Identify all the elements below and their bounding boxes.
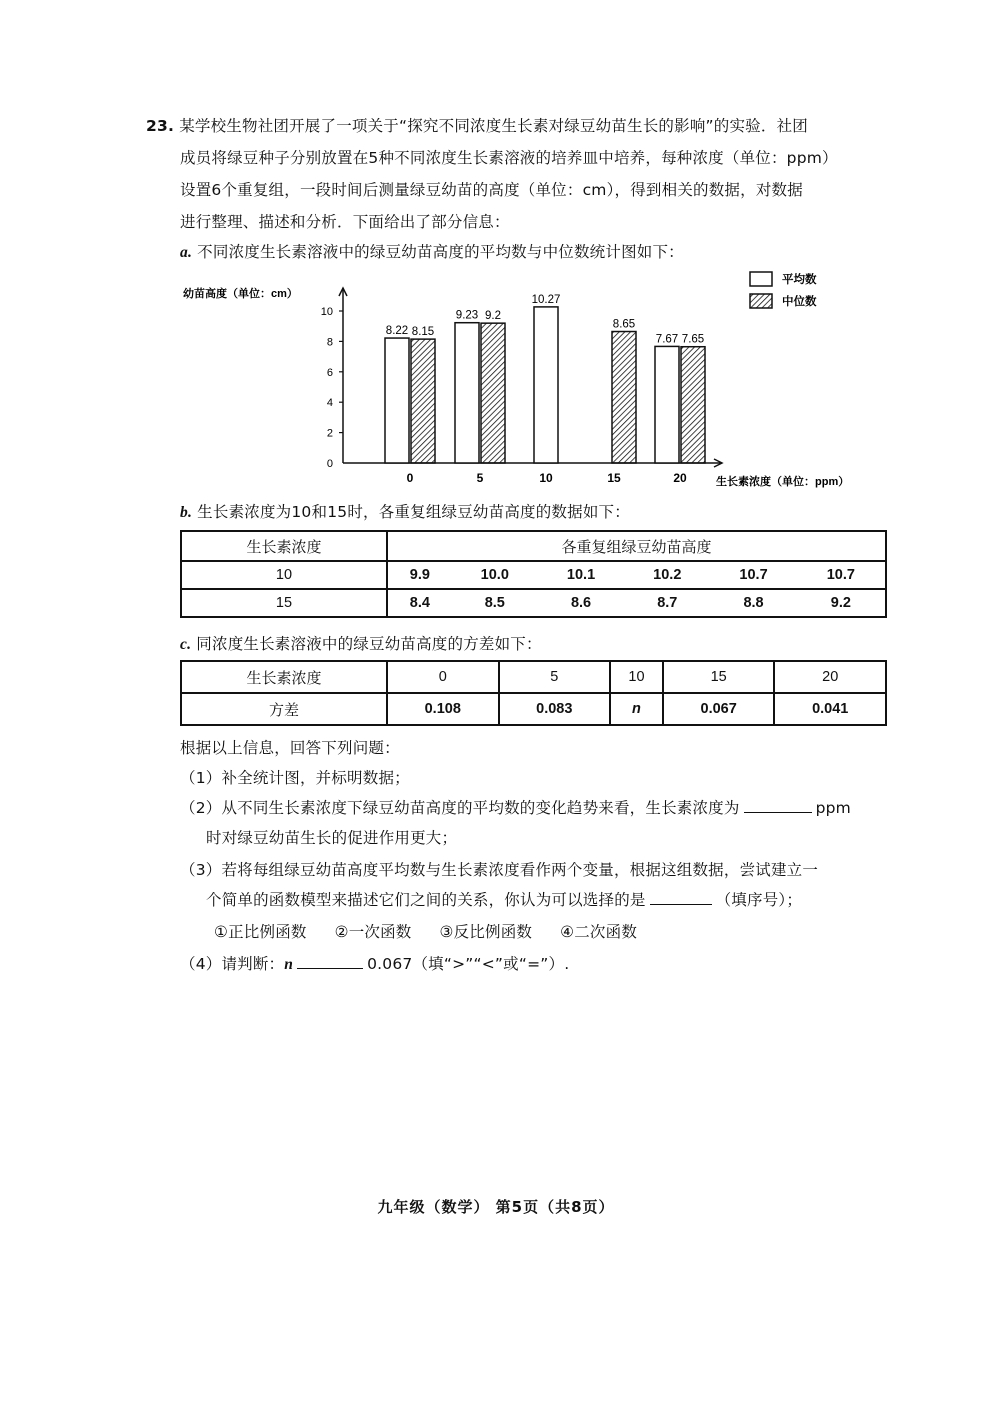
table-cell: 20	[774, 661, 886, 693]
table-cell: 5	[499, 661, 611, 693]
table-b	[180, 530, 887, 618]
table-cell: 10.7	[797, 561, 886, 589]
table-cell: 0.083	[499, 693, 611, 725]
median-bar	[481, 323, 505, 463]
mean-bar	[455, 323, 479, 463]
y-tick-label: 0	[326, 458, 333, 470]
subquestion-4: （4）请判断：n 0.067（填“>”“<”或“=”）.	[180, 955, 570, 973]
subquestion-1: （1）补全统计图，并标明数据；	[180, 769, 410, 787]
data-label: 9.2	[485, 310, 501, 323]
table-cell: 15	[663, 661, 775, 693]
x-tick-label: 20	[673, 471, 687, 485]
table-cell: 8.5	[452, 589, 538, 617]
table-c-row-label: 方差	[181, 693, 387, 725]
table-cell: 0.041	[774, 693, 886, 725]
y-tick-label: 6	[326, 366, 333, 379]
y-tick-label: 4	[326, 397, 333, 410]
table-cell: 10.0	[452, 561, 538, 589]
intro-line-2: 成员将绿豆种子分别放置在5种不同浓度生长素溶液的培养皿中培养，每种浓度（单位：ppm）	[180, 149, 838, 167]
intro-line-4: 进行整理、描述和分析．下面给出了部分信息：	[180, 213, 510, 231]
subquestion-2: （2）从不同生长素浓度下绿豆幼苗高度的平均数的变化趋势来看，生长素浓度为 ppm	[180, 799, 851, 817]
subquestion-3-options: ①正比例函数 ②一次函数 ③反比例函数 ④二次函数	[214, 923, 638, 941]
table-cell: 8.6	[538, 589, 624, 617]
part-a-text: a. 不同浓度生长素溶液中的绿豆幼苗高度的平均数与中位数统计图如下：	[180, 243, 684, 261]
median-bar	[411, 339, 435, 463]
table-cell: 10.7	[710, 561, 796, 589]
data-label: 9.23	[455, 309, 479, 322]
intro-line-1: 23. 某学校生物社团开展了一项关于“探究不同浓度生长素对绿豆幼苗生长的影响”的实验．社团	[146, 117, 808, 135]
table-cell: 8.8	[710, 589, 796, 617]
table-row	[181, 589, 886, 617]
table-cell: 8.4	[387, 589, 452, 617]
y-tick-label: 10	[320, 306, 333, 318]
legend-swatch	[750, 294, 772, 308]
answer-blank-3[interactable]	[650, 890, 712, 905]
x-tick-label: 15	[607, 471, 621, 485]
table-c	[180, 660, 887, 726]
table-b-header	[181, 531, 886, 561]
part-b-text: b. 生长素浓度为10和15时，各重复组绿豆幼苗高度的数据如下：	[180, 503, 630, 521]
table-c-header	[181, 661, 886, 693]
subquestion-3: （3）若将每组绿豆幼苗高度平均数与生长素浓度看作两个变量，根据这组数据，尝试建立一	[180, 861, 819, 879]
question-number: 23.	[146, 117, 175, 135]
y-tick-label: 8	[326, 336, 333, 349]
y-axis-label: 幼苗高度（单位：cm）	[183, 288, 298, 300]
table-b-conc: 10	[181, 561, 387, 589]
legend-label: 中位数	[782, 296, 817, 308]
table-row	[181, 693, 886, 725]
mean-bar	[385, 338, 409, 463]
data-label: 8.65	[612, 318, 636, 331]
data-label: 8.22	[385, 325, 409, 338]
page-footer: 九年级（数学） 第5页（共8页）	[377, 1198, 615, 1216]
table-cell: 0	[387, 661, 499, 693]
subquestion-2-cont: 时对绿豆幼苗生长的促进作用更大；	[206, 829, 458, 847]
median-bar	[612, 332, 636, 463]
prompt-text: 根据以上信息，回答下列问题：	[180, 739, 400, 757]
data-label: 7.65	[681, 333, 705, 346]
data-label: 7.67	[655, 333, 679, 346]
intro-line-3: 设置6个重复组，一段时间后测量绿豆幼苗的高度（单位：cm），得到相关的数据，对数据	[180, 181, 803, 199]
data-label: 10.27	[531, 293, 561, 306]
median-bar	[681, 347, 705, 463]
x-tick-label: 0	[406, 471, 414, 485]
table-b-header-right: 各重复组绿豆幼苗高度	[387, 531, 886, 561]
table-cell: n	[610, 693, 663, 725]
table-b-conc: 15	[181, 589, 387, 617]
mean-bar	[655, 346, 679, 463]
x-tick-label: 10	[539, 471, 553, 485]
data-label: 8.15	[411, 326, 435, 339]
table-cell: 10.2	[624, 561, 710, 589]
x-axis-label: 生长素浓度（单位：ppm）	[716, 476, 850, 488]
table-cell: 8.7	[624, 589, 710, 617]
table-row	[181, 561, 886, 589]
answer-blank-4[interactable]	[297, 954, 363, 969]
table-cell: 10.1	[538, 561, 624, 589]
legend-swatch	[750, 272, 772, 286]
table-cell: 9.9	[387, 561, 452, 589]
x-tick-label: 5	[476, 471, 484, 485]
subquestion-3-cont: 个简单的函数模型来描述它们之间的关系，你认为可以选择的是 （填序号）；	[206, 891, 803, 909]
part-c-text: c. 同浓度生长素溶液中的绿豆幼苗高度的方差如下：	[180, 635, 542, 653]
table-cell: 10	[610, 661, 663, 693]
table-c-header-left: 生长素浓度	[181, 661, 387, 693]
table-b-header-left: 生长素浓度	[181, 531, 387, 561]
table-cell: 9.2	[797, 589, 886, 617]
answer-blank-2[interactable]	[744, 798, 812, 813]
mean-bar	[534, 307, 558, 463]
y-tick-label: 2	[326, 427, 333, 440]
table-cell: 0.067	[663, 693, 775, 725]
table-cell: 0.108	[387, 693, 499, 725]
bar-chart	[0, 266, 992, 496]
legend-label: 平均数	[782, 274, 817, 286]
